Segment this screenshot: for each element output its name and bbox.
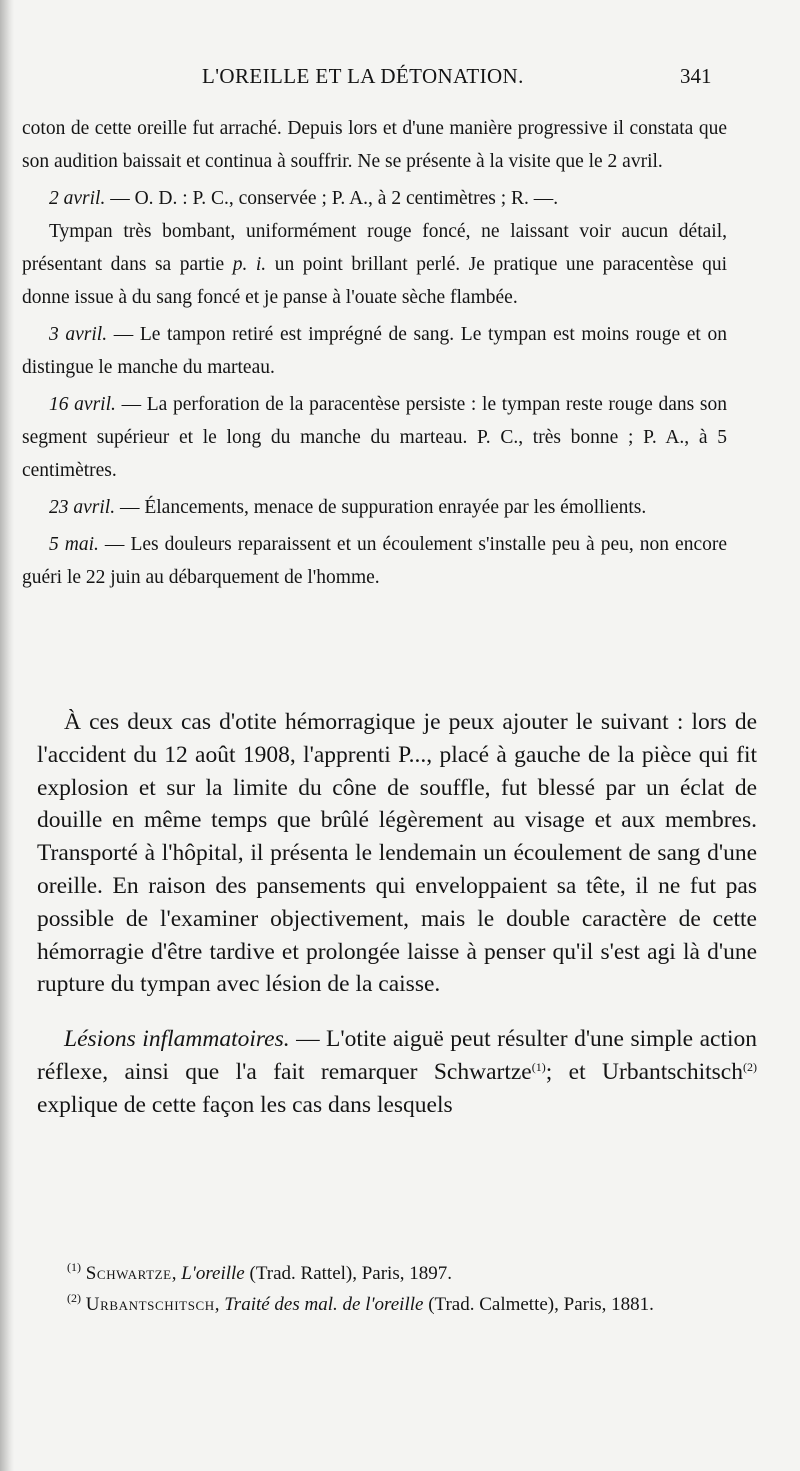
- page-edge-shadow: [0, 0, 14, 1471]
- footnote-text: (Trad. Calmette), Paris, 1881.: [423, 1294, 654, 1315]
- footnote-ref-2: (2): [743, 1059, 757, 1074]
- footnotes: [40, 1258, 760, 1320]
- footnote-1: $^{(1)}$ Schwartze, L'oreille (Trad. Rattel), Paris, 1897.: [67, 1260, 452, 1284]
- entry-text: — Les douleurs reparaissent et un écoulement s'installe peu à peu, non encore guéri le 22 juin au débarquement de l'homme.: [22, 534, 727, 588]
- paragraph-otite-hemorragique: À ces deux cas d'otite hémorragique je peux ajouter le suivant : lors de l'accident du 12 août 1908, l'apprenti P..., placé à gauche de la pièce qui fit explosion et sur la limite du cône de souffle, fut blessé par un éclat de douille en même temps que brûlé légèrement au visage et aux membres. Transporté à l'hôpital, il présenta le lendemain un écoulement de sang d'une oreille. En raison des pansements qui enveloppaient sa tête, il ne fut pas possible de l'examiner objectivement, mais le double caractère de cette hémorragie d'être tardive et prolongée laisse à penser qu'il s'est agi là d'une rupture du tympan avec lésion de la caisse.: [37, 709, 757, 998]
- entry-date: 5 mai.: [49, 534, 99, 555]
- entry-text: Tympan très bombant, uniformément rouge foncé, ne laissant voir aucun détail, présentant dans sa partie: [22, 221, 727, 275]
- paragraph-text: explique de cette façon les cas dans lesquels: [37, 1091, 453, 1118]
- case-intro: coton de cette oreille fut arraché. Depuis lors et d'une manière progressive il constata que son audition baissait et continua à souffrir. Ne se présente à la visite que le 2 avril.: [22, 118, 727, 172]
- entry-5-mai: [22, 528, 727, 594]
- entry-2-avril-continued: [22, 215, 727, 314]
- entry-16-avril: [22, 388, 727, 487]
- footnote-text: (Trad. Rattel), Paris, 1897.: [244, 1263, 452, 1284]
- abbreviation: p. i.: [232, 254, 267, 275]
- footnote-author: Schwartze: [85, 1263, 172, 1284]
- footnote-author: Urbantschitsch: [85, 1294, 215, 1315]
- main-text: [37, 706, 757, 1122]
- footnote-2: $^{(2)}$ Urbantschitsch, Traité des mal. de l'oreille (Trad. Calmette), Paris, 1881.: [67, 1291, 654, 1315]
- entry-date: 23 avril.: [49, 497, 116, 518]
- entry-date: 16 avril.: [49, 394, 116, 415]
- paragraph-text: ; et Urbantschitsch: [545, 1058, 743, 1085]
- running-title: L'OREILLE ET LA DÉTONATION.: [202, 64, 524, 88]
- footnote-mark: (1): [67, 1260, 81, 1274]
- entry-date: 3 avril.: [49, 324, 108, 345]
- footnote-title: L'oreille: [181, 1263, 245, 1284]
- page-header: [0, 64, 800, 94]
- entry-3-avril: [22, 318, 727, 384]
- entry-date: 2 avril.: [49, 188, 106, 209]
- section-heading: Lésions inflammatoires.: [64, 1026, 290, 1053]
- entry-2-avril: [22, 182, 727, 215]
- page-number: 341: [680, 64, 712, 88]
- footnote-ref-1: (1): [531, 1059, 546, 1074]
- entry-text: — Le tampon retiré est imprégné de sang. Le tympan est moins rouge et on distingue le manche du marteau.: [22, 324, 727, 378]
- case-notes: [22, 112, 727, 594]
- paragraph-text: — L'otite aiguë peut résulter d'une simple action réflexe, ainsi que l'a fait remarquer Schwartze: [37, 1026, 757, 1085]
- entry-text: un point brillant perlé. Je pratique une paracentèse qui donne issue à du sang foncé et je panse à l'ouate sèche flambée.: [22, 254, 727, 308]
- entry-text: — Élancements, menace de suppuration enrayée par les émollients.: [115, 497, 647, 518]
- entry-text: — O. D. : P. C., conservée ; P. A., à 2 centimètres ; R. —.: [105, 188, 559, 209]
- footnote-mark: (2): [67, 1291, 81, 1305]
- entry-23-avril: [22, 491, 727, 524]
- entry-text: — La perforation de la paracentèse persiste : le tympan reste rouge dans son segment supérieur et le long du manche du marteau. P. C., très bonne ; P. A., à 5 centimètres.: [22, 394, 727, 481]
- footnote-title: Traité des mal. de l'oreille: [224, 1294, 424, 1315]
- paragraph-lesions-inflammatoires: [37, 1023, 757, 1121]
